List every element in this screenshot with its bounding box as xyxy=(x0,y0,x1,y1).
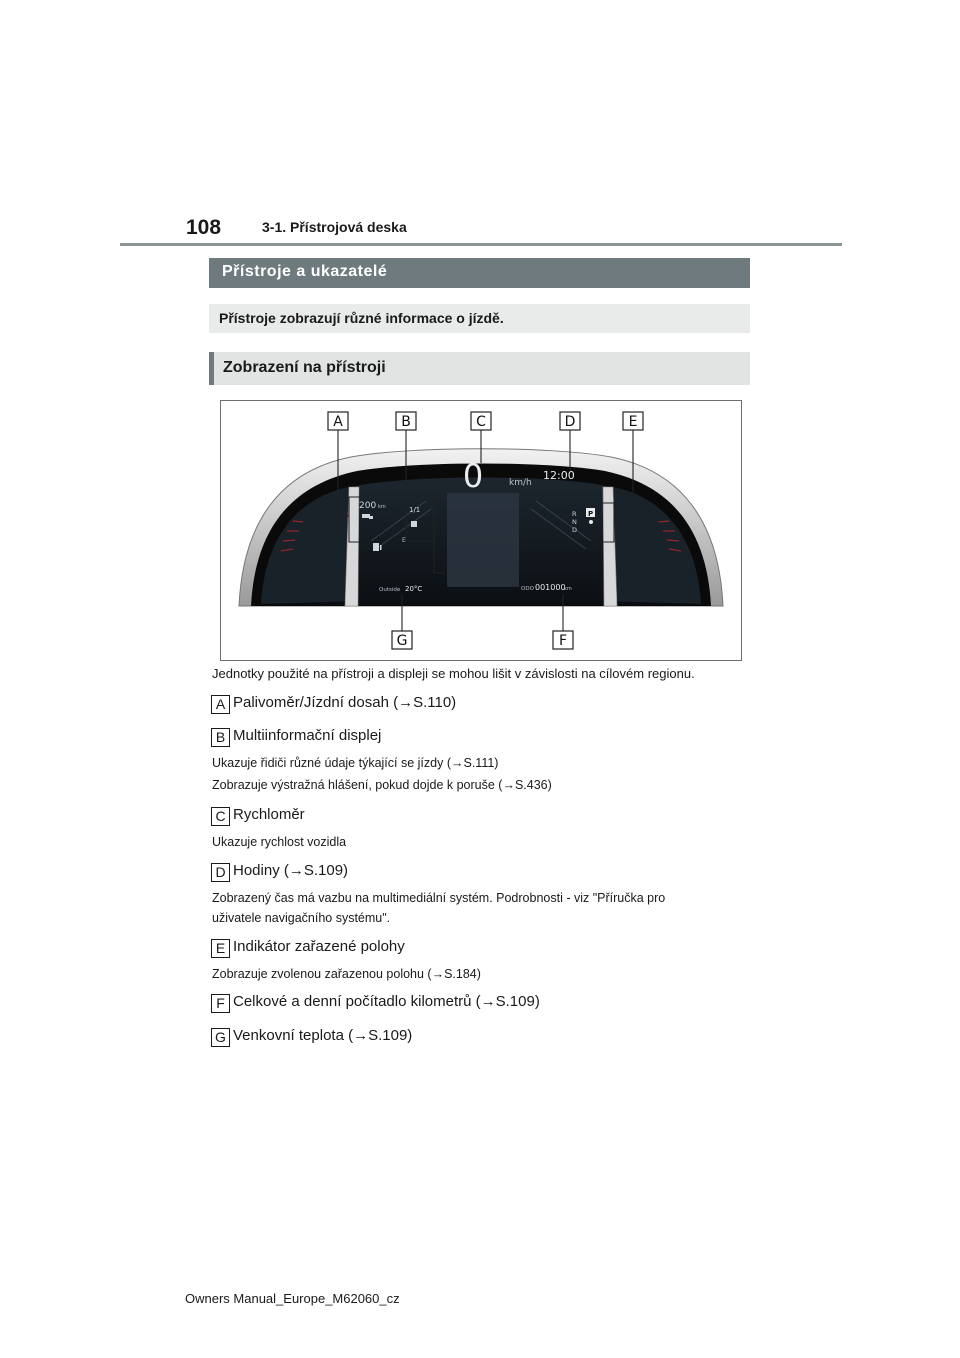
item-c-desc-1: Ukazuje rychlost vozidla xyxy=(212,835,347,849)
item-a-label: Palivoměr/Jízdní dosah (→S.110) xyxy=(233,694,457,711)
callout-d xyxy=(560,412,580,430)
svg-text:A: A xyxy=(333,414,343,430)
section-label: 3-1. Přístrojová deska xyxy=(262,219,407,235)
speed-unit: km/h xyxy=(509,478,532,488)
gear-d: D xyxy=(572,526,578,534)
item-a-letter: A xyxy=(211,695,230,714)
svg-text:B: B xyxy=(401,414,411,430)
item-g-label: Venkovní teplota (→S.109) xyxy=(233,1027,413,1044)
subheading-accent xyxy=(209,352,214,385)
header-rule xyxy=(120,243,842,246)
cluster-illustration xyxy=(221,401,741,660)
odo-unit: km xyxy=(564,586,572,592)
item-d-desc-2: uživatele navigačního systému". xyxy=(212,911,391,925)
clock-text: 12:00 xyxy=(543,469,575,482)
callout-g xyxy=(392,631,412,649)
svg-text:G: G xyxy=(396,633,408,649)
outside-temp: 20°C xyxy=(405,585,423,593)
intro-bar xyxy=(209,304,750,333)
item-f-label: Celkové a denní počítadlo kilometrů (→S.109) xyxy=(233,993,540,1010)
callout-b xyxy=(396,412,416,430)
item-f-letter: F xyxy=(211,994,230,1013)
speed-value: 0 xyxy=(462,457,484,495)
subheading: Zobrazení na přístroji xyxy=(223,359,386,376)
gear-p-letter: P xyxy=(588,510,594,518)
item-g-letter: G xyxy=(211,1028,230,1047)
item-b-desc-2: Zobrazuje výstražná hlášení, pokud dojde k poruše (→S.436) xyxy=(212,778,552,792)
trip-fraction: 1/1 xyxy=(409,506,421,514)
title-bar xyxy=(209,258,750,288)
item-e-desc-1: Zobrazuje zvolenou zařazenou polohu (→S.184) xyxy=(212,967,481,981)
range-unit: km xyxy=(378,504,386,510)
item-b-desc-1: Ukazuje řidiči různé údaje týkající se jízdy (→S.111) xyxy=(212,756,499,770)
item-d-desc-1: Zobrazený čas má vazbu na multimediální systém. Podrobnosti - viz "Příručka pro xyxy=(212,891,666,905)
item-e-label: Indikátor zařazené polohy xyxy=(233,938,405,955)
item-d-label: Hodiny (→S.109) xyxy=(233,862,349,879)
svg-text:F: F xyxy=(558,633,568,649)
gear-n: N xyxy=(572,518,577,526)
callout-c xyxy=(471,412,491,430)
item-b-label: Multiinformační displej xyxy=(233,727,382,744)
intro-text: Přístroje zobrazují různé informace o jízdě. xyxy=(219,310,504,326)
page-number: 108 xyxy=(186,216,222,239)
callout-e xyxy=(623,412,643,430)
item-c-label: Rychloměr xyxy=(233,806,305,823)
svg-text:D: D xyxy=(564,414,576,430)
units-note: Jednotky použité na přístroji a displeji se mohou lišit v závislosti na cílovém regionu. xyxy=(212,666,695,681)
svg-text:E: E xyxy=(628,414,638,430)
fuel-e-label: E xyxy=(402,537,406,544)
svg-text:C: C xyxy=(476,414,486,430)
mid-panel xyxy=(447,493,519,587)
item-d-letter: D xyxy=(211,863,230,882)
item-b-letter: B xyxy=(211,728,230,747)
gear-dot xyxy=(589,520,593,524)
page-title: Přístroje a ukazatelé xyxy=(222,263,388,280)
mid-fuel-icon xyxy=(411,521,417,527)
callout-a xyxy=(328,412,348,430)
odo-value: 001000 xyxy=(535,583,566,592)
gear-r: R xyxy=(572,510,577,518)
instrument-cluster-figure xyxy=(220,400,742,661)
callout-f xyxy=(553,631,573,649)
range-value: 200 xyxy=(359,501,377,511)
footer-text: Owners Manual_Europe_M62060_cz xyxy=(185,1291,400,1306)
item-c-letter: C xyxy=(211,807,230,826)
subheading-bar xyxy=(209,352,750,385)
odo-label: ODO xyxy=(521,586,534,592)
item-e-letter: E xyxy=(211,939,230,958)
outside-label: Outside xyxy=(379,587,401,593)
